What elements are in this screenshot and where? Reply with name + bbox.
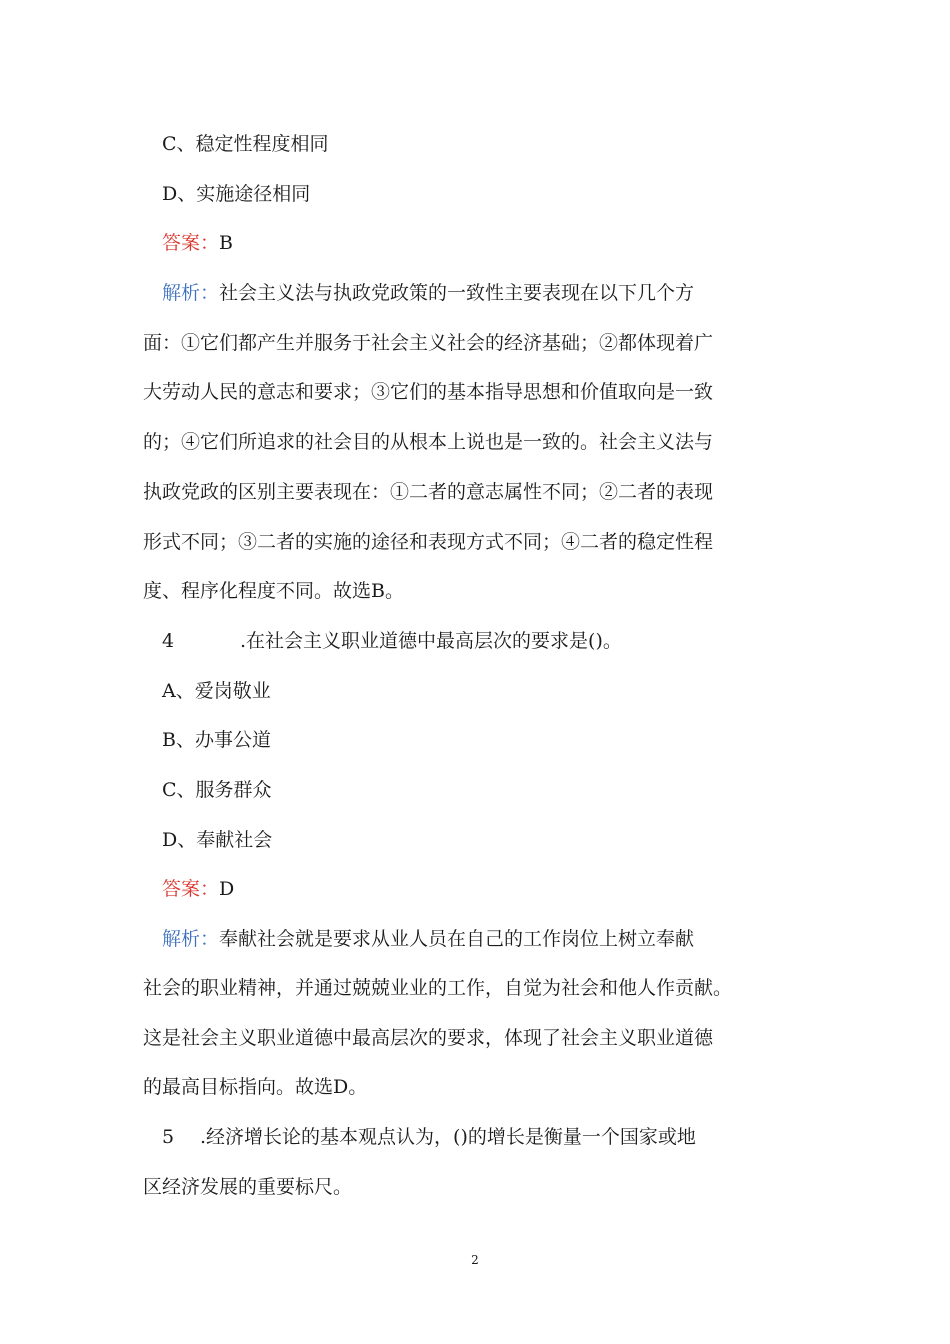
q3-analysis-first-line: [162, 281, 802, 305]
analysis-text: 奉献社会就是要求从业人员在自己的工作岗位上树立奉献: [219, 928, 695, 950]
analysis-text: 这是社会主义职业道德中最高层次的要求，体现了社会主义职业道德: [143, 1027, 714, 1049]
analysis-text: 大劳动人民的意志和要求；③它们的基本指导思想和价值取向是一致: [143, 381, 714, 403]
q4-option-a: A、爱岗敬业: [162, 680, 271, 702]
answer-value: D: [219, 878, 235, 900]
analysis-label: 解析：: [162, 282, 220, 304]
analysis-text: 度、程序化程度不同。故选B。: [143, 580, 404, 602]
analysis-text: 面：①它们都产生并服务于社会主义社会的经济基础；②都体现着广: [143, 332, 714, 354]
analysis-text: 社会的职业精神，并通过兢兢业业的工作，自觉为社会和他人作贡献。: [143, 977, 733, 999]
answer-value: B: [219, 232, 233, 254]
q4-option-c: C、服务群众: [162, 779, 272, 801]
question-number: 4: [162, 630, 175, 652]
q3-answer: [162, 231, 802, 255]
q4-analysis-first-line: [162, 927, 802, 951]
q5-stem: [162, 1125, 802, 1149]
q4-answer: [162, 877, 802, 901]
page-number: 2: [471, 1253, 479, 1267]
q3-option-c: C、稳定性程度相同: [162, 133, 329, 155]
analysis-text: 的最高目标指向。故选D。: [143, 1076, 368, 1098]
q4-option-b: B、办事公道: [162, 729, 271, 751]
question-text: 区经济发展的重要标尺。: [143, 1176, 353, 1198]
analysis-text: 社会主义法与执政党政策的一致性主要表现在以下几个方: [219, 282, 695, 304]
answer-label: 答案：: [162, 232, 220, 254]
analysis-text: 的；④它们所追求的社会目的从根本上说也是一致的。社会主义法与: [143, 431, 714, 453]
analysis-text: 执政党政的区别主要表现在：①二者的意志属性不同；②二者的表现: [143, 481, 714, 503]
q4-option-d: D、奉献社会: [162, 829, 273, 851]
analysis-label: 解析：: [162, 928, 220, 950]
answer-label: 答案：: [162, 878, 220, 900]
question-text: .在社会主义职业道德中最高层次的要求是()。: [240, 630, 622, 652]
q4-stem: [162, 629, 802, 653]
q3-option-d: D、实施途径相同: [162, 183, 311, 205]
question-text: .经济增长论的基本观点认为，()的增长是衡量一个国家或地: [200, 1126, 696, 1148]
question-number: 5: [162, 1126, 175, 1148]
analysis-text: 形式不同；③二者的实施的途径和表现方式不同；④二者的稳定性程: [143, 531, 714, 553]
